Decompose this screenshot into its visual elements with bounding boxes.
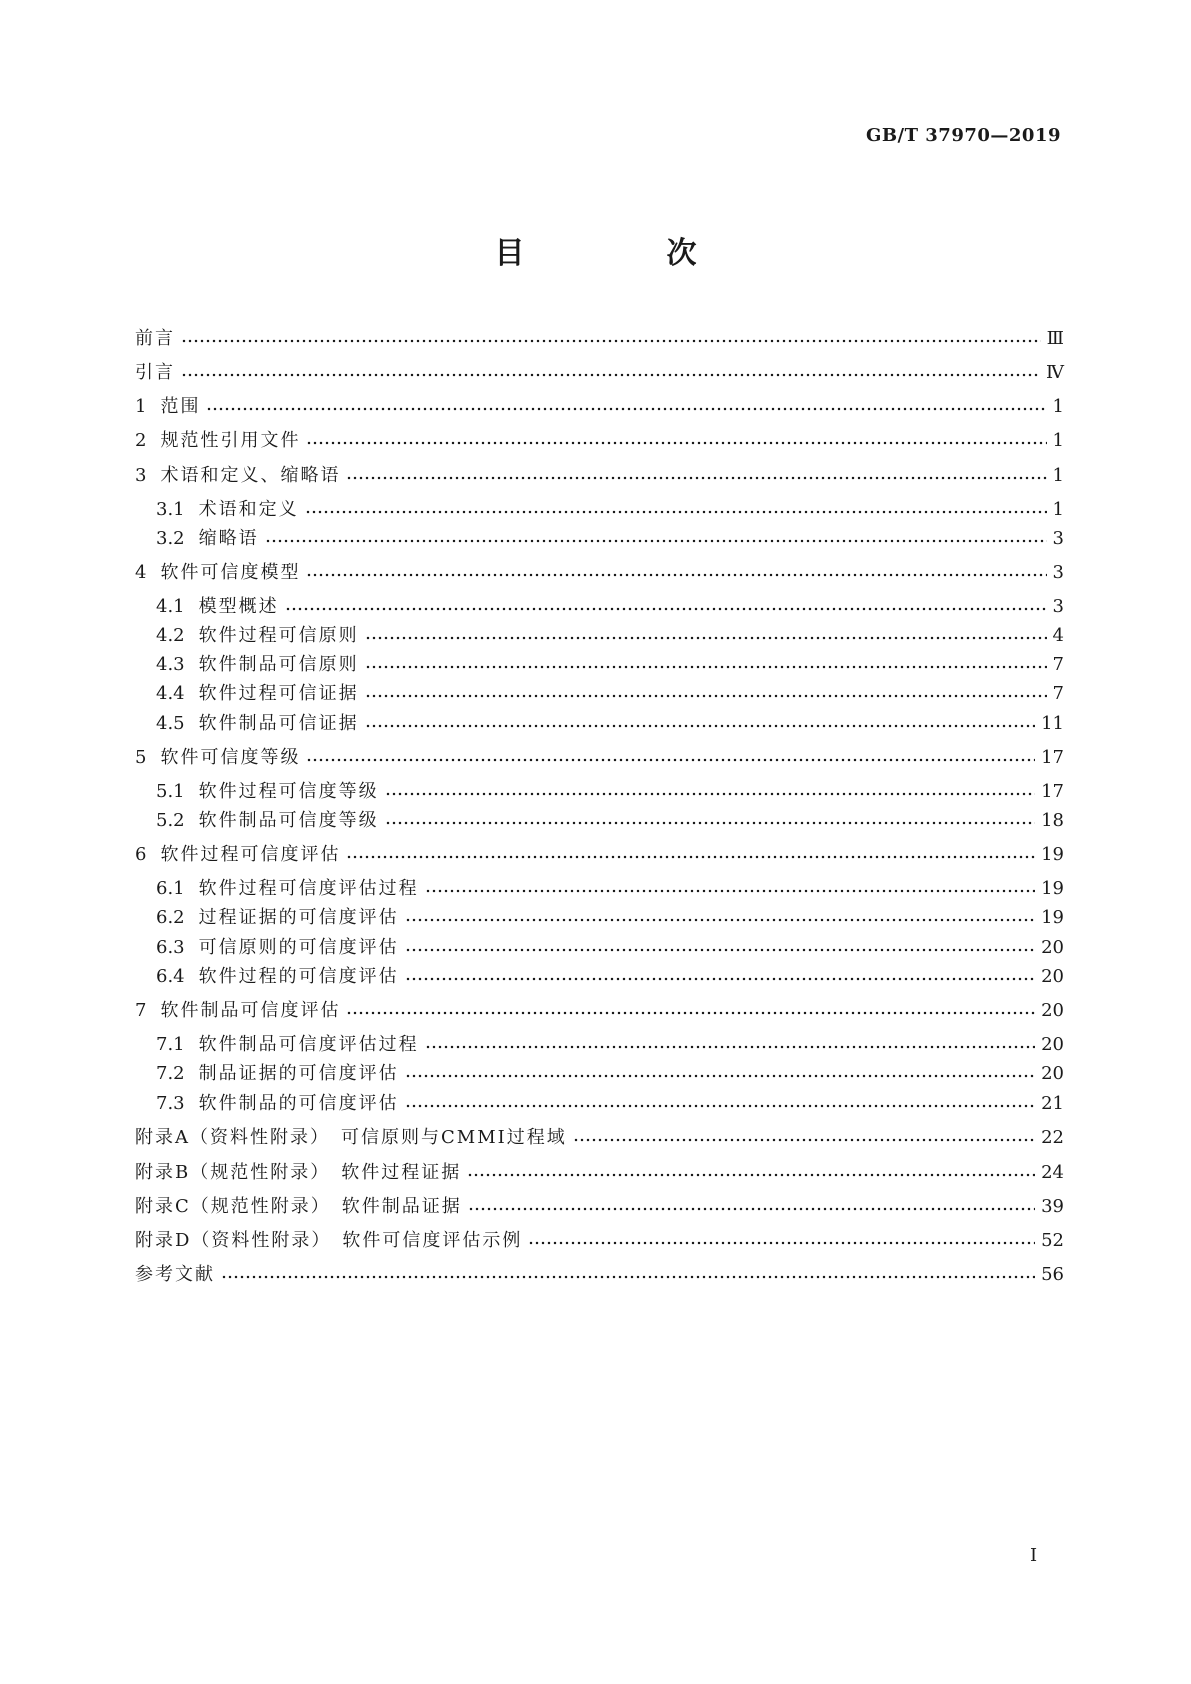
toc-entry-number: 7.2 <box>156 1063 185 1084</box>
toc-entry-label: 附录B（规范性附录） 软件过程证据 <box>135 1162 462 1183</box>
toc-entry-label: 范围 <box>160 396 201 417</box>
toc-leader-dots <box>385 819 1035 827</box>
toc-entry-number: 6 <box>135 844 147 865</box>
toc-entry-number: 7.3 <box>156 1093 185 1114</box>
toc-entry[interactable] <box>156 681 1064 707</box>
toc-entry-page: 20 <box>1041 966 1064 987</box>
toc-leader-dots <box>306 571 1046 579</box>
toc-entry-number: 3.2 <box>156 528 185 549</box>
toc-entry[interactable] <box>156 711 1064 737</box>
toc-entry-page: 20 <box>1041 1063 1064 1084</box>
toc-entry-number: 6.3 <box>156 937 185 958</box>
toc-entry-page: 1 <box>1052 430 1064 451</box>
toc-entry[interactable] <box>135 1262 1064 1288</box>
toc-entry-page: 19 <box>1041 844 1064 865</box>
toc-entry[interactable] <box>156 808 1064 834</box>
toc-leader-dots <box>265 537 1047 545</box>
toc-entry-page: 20 <box>1041 1000 1064 1021</box>
toc-entry-number: 1 <box>135 396 147 417</box>
toc-entry-label: 软件可信度模型 <box>160 562 301 583</box>
toc-entry-page: 18 <box>1041 810 1064 831</box>
toc-leader-dots <box>365 722 1035 730</box>
toc-entry[interactable] <box>156 652 1064 678</box>
toc-entry-page: 7 <box>1052 683 1064 704</box>
toc-entry-page: 39 <box>1041 1196 1064 1217</box>
toc-leader-dots <box>285 605 1047 613</box>
toc-entry-number: 4.3 <box>156 654 185 675</box>
toc-title: 目 次 <box>494 236 753 271</box>
toc-entry-page: 20 <box>1041 937 1064 958</box>
toc-entry-page: 4 <box>1052 625 1064 646</box>
toc-entry-label: 缩略语 <box>198 528 259 549</box>
toc-entry[interactable] <box>156 526 1064 552</box>
toc-entry[interactable] <box>156 594 1064 620</box>
toc-entry-label: 附录D（资料性附录） 软件可信度评估示例 <box>135 1230 523 1251</box>
toc-entry[interactable] <box>135 998 1064 1024</box>
toc-entry[interactable] <box>156 497 1064 523</box>
toc-leader-dots <box>181 371 1040 379</box>
toc-entry-label: 软件过程可信度评估过程 <box>198 878 419 899</box>
toc-entry[interactable] <box>135 428 1064 454</box>
toc-entry-number: 4.4 <box>156 683 185 704</box>
toc-entry-page: 1 <box>1052 396 1064 417</box>
toc-leader-dots <box>385 790 1035 798</box>
toc-entry[interactable] <box>135 1125 1064 1151</box>
toc-entry-page: 56 <box>1041 1264 1064 1285</box>
toc-leader-dots <box>206 405 1046 413</box>
toc-entry[interactable] <box>156 905 1064 931</box>
toc-entry-page: 11 <box>1041 713 1064 734</box>
toc-entry-page: Ⅳ <box>1046 362 1064 383</box>
toc-entry-page: Ⅲ <box>1046 328 1064 349</box>
toc-entry[interactable] <box>156 1032 1064 1058</box>
toc-entry[interactable] <box>135 360 1064 386</box>
toc-leader-dots <box>365 692 1047 700</box>
toc-entry-number: 4.2 <box>156 625 185 646</box>
toc-leader-dots <box>305 508 1047 516</box>
toc-leader-dots <box>346 1009 1035 1017</box>
toc-entry-page: 21 <box>1041 1093 1064 1114</box>
toc-entry-label: 软件制品可信证据 <box>198 713 359 734</box>
toc-entry-page: 20 <box>1041 1034 1064 1055</box>
toc-entry-page: 1 <box>1052 465 1064 486</box>
toc-entry-label: 模型概述 <box>198 596 279 617</box>
toc-entry-label: 软件过程可信度评估 <box>160 844 341 865</box>
toc-entry-label: 软件制品的可信度评估 <box>198 1093 399 1114</box>
toc-entry[interactable] <box>156 623 1064 649</box>
toc-entry-page: 19 <box>1041 907 1064 928</box>
toc-entry-label: 软件制品可信原则 <box>198 654 359 675</box>
toc-entry-number: 4 <box>135 562 147 583</box>
toc-leader-dots <box>405 1072 1035 1080</box>
toc-entry[interactable] <box>156 779 1064 805</box>
toc-entry-page: 24 <box>1041 1162 1064 1183</box>
toc-leader-dots <box>306 756 1035 764</box>
toc-leader-dots <box>365 663 1047 671</box>
toc-entry[interactable] <box>135 1228 1064 1254</box>
toc-leader-dots <box>405 916 1035 924</box>
toc-leader-dots <box>425 1043 1035 1051</box>
toc-entry[interactable] <box>135 463 1064 489</box>
toc-entry-label: 术语和定义 <box>198 499 299 520</box>
toc-entry[interactable] <box>156 935 1064 961</box>
toc-entry-page: 17 <box>1041 781 1064 802</box>
toc-entry-number: 6.1 <box>156 878 185 899</box>
toc-entry-label: 制品证据的可信度评估 <box>198 1063 399 1084</box>
toc-entry-label: 软件制品可信度评估过程 <box>198 1034 419 1055</box>
toc-entry-label: 软件过程可信原则 <box>198 625 359 646</box>
toc-entry-label: 参考文献 <box>135 1264 215 1285</box>
toc-entry[interactable] <box>135 1194 1064 1220</box>
toc-entry-label: 软件过程可信度等级 <box>198 781 379 802</box>
toc-entry-page: 7 <box>1052 654 1064 675</box>
toc-entry[interactable] <box>135 1160 1064 1186</box>
toc-entry-number: 5.2 <box>156 810 185 831</box>
toc-entry-label: 软件制品可信度评估 <box>160 1000 341 1021</box>
toc-entry-page: 3 <box>1052 562 1064 583</box>
toc-leader-dots <box>346 853 1035 861</box>
toc-leader-dots <box>181 337 1041 345</box>
toc-entry-page: 17 <box>1041 747 1064 768</box>
toc-leader-dots <box>528 1239 1035 1247</box>
toc-entry-label: 软件可信度等级 <box>160 747 301 768</box>
toc-entry-label: 软件制品可信度等级 <box>198 810 379 831</box>
toc-entry[interactable] <box>135 842 1064 868</box>
toc-entry-number: 7 <box>135 1000 147 1021</box>
toc-entry-label: 软件过程的可信度评估 <box>198 966 399 987</box>
toc-entry-number: 6.4 <box>156 966 185 987</box>
page-number: I <box>1030 1545 1038 1566</box>
toc-leader-dots <box>573 1136 1035 1144</box>
toc-entry[interactable] <box>156 964 1064 990</box>
toc-entry-number: 5 <box>135 747 147 768</box>
toc-entry-label: 附录A（资料性附录） 可信原则与CMMI过程域 <box>135 1127 567 1148</box>
toc-entry-page: 3 <box>1052 528 1064 549</box>
toc-leader-dots <box>405 975 1035 983</box>
toc-entry-page: 1 <box>1052 499 1064 520</box>
toc-entry-label: 前言 <box>135 328 175 349</box>
toc-leader-dots <box>405 946 1035 954</box>
toc-entry-number: 3.1 <box>156 499 185 520</box>
toc-entry-number: 6.2 <box>156 907 185 928</box>
toc-leader-dots <box>306 439 1046 447</box>
standard-number: GB/T 37970—2019 <box>865 125 1061 146</box>
toc-entry-label: 附录C（规范性附录） 软件制品证据 <box>135 1196 462 1217</box>
toc-leader-dots <box>346 474 1046 482</box>
toc-entry[interactable] <box>135 326 1064 352</box>
toc-entry-page: 3 <box>1052 596 1064 617</box>
toc-entry-number: 7.1 <box>156 1034 185 1055</box>
toc-entry-number: 4.5 <box>156 713 185 734</box>
toc-leader-dots <box>221 1273 1035 1281</box>
toc-entry-page: 19 <box>1041 878 1064 899</box>
toc-entry-label: 可信原则的可信度评估 <box>198 937 399 958</box>
toc-entry[interactable] <box>156 876 1064 902</box>
toc-entry-page: 52 <box>1041 1230 1064 1251</box>
toc-entry[interactable] <box>135 560 1064 586</box>
toc-leader-dots <box>468 1205 1035 1213</box>
toc-entry-number: 5.1 <box>156 781 185 802</box>
toc-leader-dots <box>467 1171 1035 1179</box>
toc-entry-number: 4.1 <box>156 596 185 617</box>
toc-entry-label: 规范性引用文件 <box>160 430 301 451</box>
toc-entry-label: 过程证据的可信度评估 <box>198 907 399 928</box>
toc-leader-dots <box>425 887 1035 895</box>
toc-entry-number: 2 <box>135 430 147 451</box>
toc-entry-page: 22 <box>1041 1127 1064 1148</box>
toc-entry[interactable] <box>135 745 1064 771</box>
toc-entry[interactable] <box>156 1061 1064 1087</box>
toc-leader-dots <box>365 634 1047 642</box>
toc-entry[interactable] <box>135 394 1064 420</box>
toc-entry-label: 软件过程可信证据 <box>198 683 359 704</box>
toc-leader-dots <box>405 1102 1035 1110</box>
toc-entry-label: 引言 <box>135 362 175 383</box>
toc-entry[interactable] <box>156 1091 1064 1117</box>
toc-entry-label: 术语和定义、缩略语 <box>160 465 341 486</box>
toc-entry-number: 3 <box>135 465 147 486</box>
